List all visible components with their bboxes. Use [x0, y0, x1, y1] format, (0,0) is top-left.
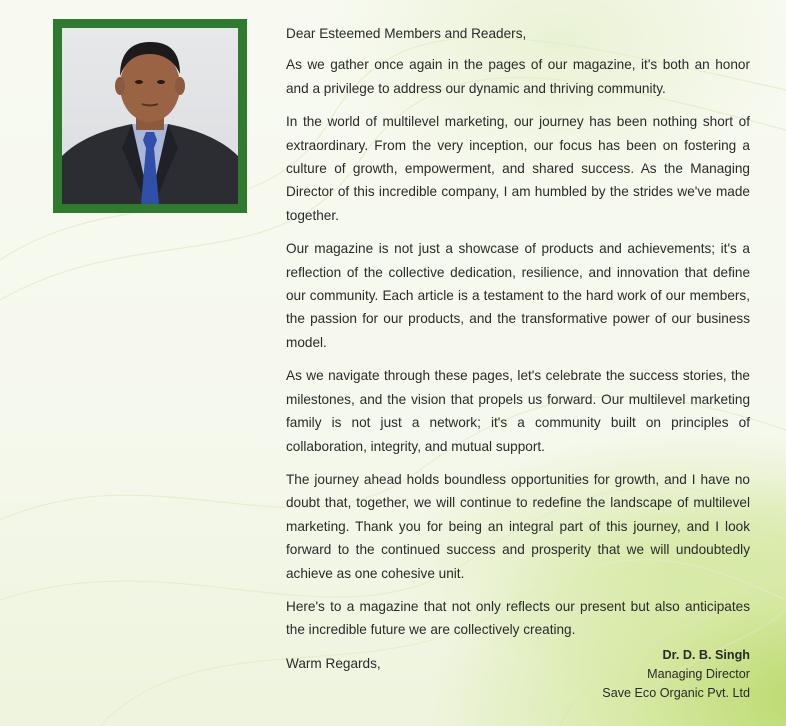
- portrait-photo: [62, 28, 238, 204]
- portrait-frame: [53, 19, 247, 213]
- letter-paragraph: As we navigate through these pages, let's celebrate the success stories, the milestones, and the vision that propels us forward. Our multilevel marketing family is not just a network; it's a community built on principles of collaboration, integrity, and mutual support.: [286, 368, 750, 454]
- signatory-name: Dr. D. B. Singh: [662, 648, 750, 662]
- closing: Warm Regards,: [286, 655, 381, 671]
- salutation: Dear Esteemed Members and Readers,: [286, 26, 527, 41]
- signature-block: [602, 646, 750, 703]
- letter-paragraph: Our magazine is not just a showcase of products and achievements; it's a reflection of the collective dedication, resilience, and innovation that define our community. Each article is a testament to the hard work of our members, the passion for our products, and the transformative power of our business model.: [286, 241, 750, 350]
- company-name: Save Eco Organic Pvt. Ltd: [602, 686, 750, 700]
- letter-paragraph: The journey ahead holds boundless opportunities for growth, and I have no doubt that, together, we will continue to redefine the landscape of multilevel marketing. Thank you for being an integral part of this journey, and I look forward to the continued success and prosperity that we will undoubtedly achieve as one cohesive unit.: [286, 471, 750, 581]
- letter-paragraph: As we gather once again in the pages of our magazine, it's both an honor and a privilege to address our dynamic and thriving community.: [286, 57, 750, 96]
- editorial-letter: [286, 22, 750, 685]
- signatory-title: Managing Director: [647, 667, 750, 681]
- letter-paragraph: In the world of multilevel marketing, our journey has been nothing short of extraordinary. From the very inception, our focus has been on fostering a culture of growth, empowerment, and shared success. As the Managing Director of this incredible company, I am humbled by the strides we've made together.: [286, 114, 750, 223]
- portrait-illustration: [62, 28, 238, 204]
- letter-paragraph: Here's to a magazine that not only reflects our present but also anticipates the incredible future we are collectively creating.: [286, 598, 750, 638]
